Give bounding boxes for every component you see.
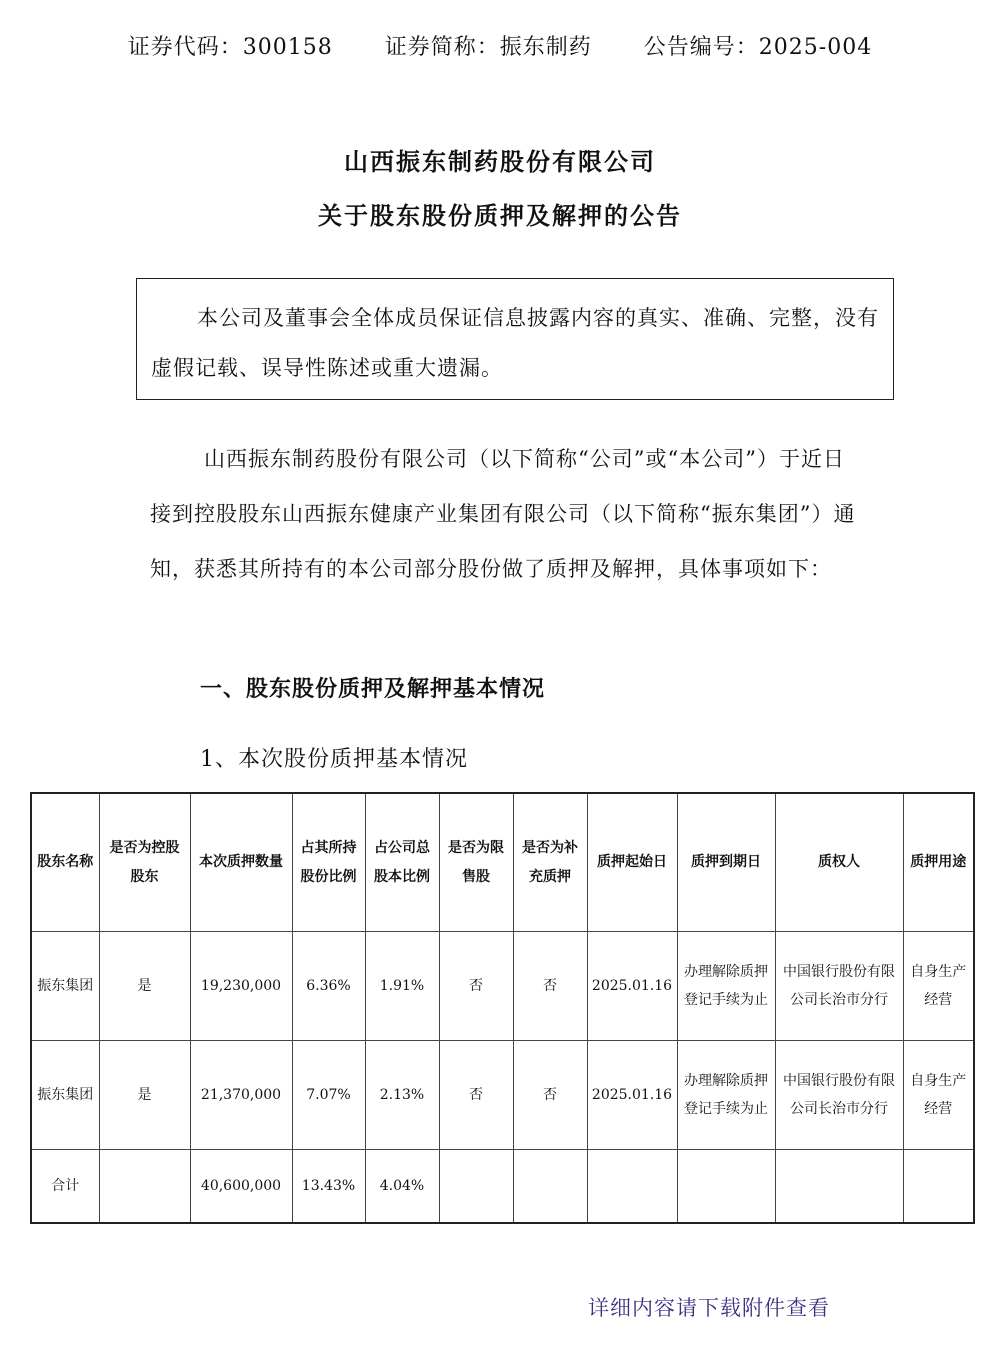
table-cell — [439, 1150, 513, 1224]
col-pledgee: 质权人 — [775, 793, 903, 932]
table-cell — [903, 1150, 974, 1224]
document-header — [0, 30, 1000, 61]
table-cell: 2025.01.16 — [587, 1041, 677, 1150]
section-heading: 一、股东股份质押及解押基本情况 — [200, 677, 546, 702]
pledge-table — [30, 792, 975, 1224]
col-shareholder: 股东名称 — [31, 793, 99, 932]
table-row — [31, 932, 974, 1041]
table-cell: 振东集团 — [31, 1041, 99, 1150]
table-cell: 13.43% — [292, 1150, 365, 1224]
table-cell: 6.36% — [292, 932, 365, 1041]
table-cell: 振东集团 — [31, 932, 99, 1041]
notice-number: 公告编号：2025-004 — [643, 35, 873, 60]
table-cell: 是 — [99, 1041, 190, 1150]
table-cell: 中国银行股份有限公司长治市分行 — [775, 1041, 903, 1150]
table-cell — [99, 1150, 190, 1224]
board-statement-box: 本公司及董事会全体成员保证信息披露内容的真实、准确、完整，没有虚假记载、误导性陈述或重大遗漏。 — [136, 278, 894, 400]
table-cell: 19,230,000 — [190, 932, 292, 1041]
col-pct-total: 占公司总股本比例 — [365, 793, 439, 932]
body-paragraph: 山西振东制药股份有限公司（以下简称“公司”或“本公司”）于近日接到控股股东山西振东健康产业集团有限公司（以下简称“振东集团”）通知，获悉其所持有的本公司部分股份做了质押及解押，具体事项如下： — [150, 447, 856, 581]
table-cell: 自身生产经营 — [903, 932, 974, 1041]
table-cell: 4.04% — [365, 1150, 439, 1224]
subsection-heading: 1、本次股份质押基本情况 — [200, 747, 468, 772]
table-cell: 是 — [99, 932, 190, 1041]
col-pct-held: 占其所持股份比例 — [292, 793, 365, 932]
notice-title: 关于股东股份质押及解押的公告 — [318, 202, 682, 230]
table-cell: 中国银行股份有限公司长治市分行 — [775, 932, 903, 1041]
table-cell: 自身生产经营 — [903, 1041, 974, 1150]
col-is-controlling: 是否为控股股东 — [99, 793, 190, 932]
col-purpose: 质押用途 — [903, 793, 974, 932]
table-cell: 2025.01.16 — [587, 932, 677, 1041]
col-end-date: 质押到期日 — [677, 793, 775, 932]
table-cell: 否 — [513, 932, 587, 1041]
table-cell — [513, 1150, 587, 1224]
table-row — [31, 1041, 974, 1150]
table-cell: 40,600,000 — [190, 1150, 292, 1224]
table-cell: 办理解除质押登记手续为止 — [677, 932, 775, 1041]
stock-short-name: 证券简称：振东制药 — [384, 35, 592, 60]
table-cell: 办理解除质押登记手续为止 — [677, 1041, 775, 1150]
stock-code: 证券代码：300158 — [127, 35, 333, 60]
download-attachment-link[interactable]: 详细内容请下载附件查看 — [588, 1296, 830, 1320]
table-cell: 否 — [439, 932, 513, 1041]
col-is-supplementary: 是否为补充质押 — [513, 793, 587, 932]
total-row — [31, 1150, 974, 1224]
col-start-date: 质押起始日 — [587, 793, 677, 932]
table-cell: 否 — [513, 1041, 587, 1150]
table-cell — [775, 1150, 903, 1224]
company-title: 山西振东制药股份有限公司 — [344, 148, 656, 176]
table-cell: 1.91% — [365, 932, 439, 1041]
table-cell: 21,370,000 — [190, 1041, 292, 1150]
table-cell — [587, 1150, 677, 1224]
col-is-restricted: 是否为限售股 — [439, 793, 513, 932]
table-cell: 2.13% — [365, 1041, 439, 1150]
col-pledge-amount: 本次质押数量 — [190, 793, 292, 932]
table-cell — [677, 1150, 775, 1224]
table-cell: 7.07% — [292, 1041, 365, 1150]
table-cell: 否 — [439, 1041, 513, 1150]
table-header-row — [31, 793, 974, 932]
table-cell: 合计 — [31, 1150, 99, 1224]
